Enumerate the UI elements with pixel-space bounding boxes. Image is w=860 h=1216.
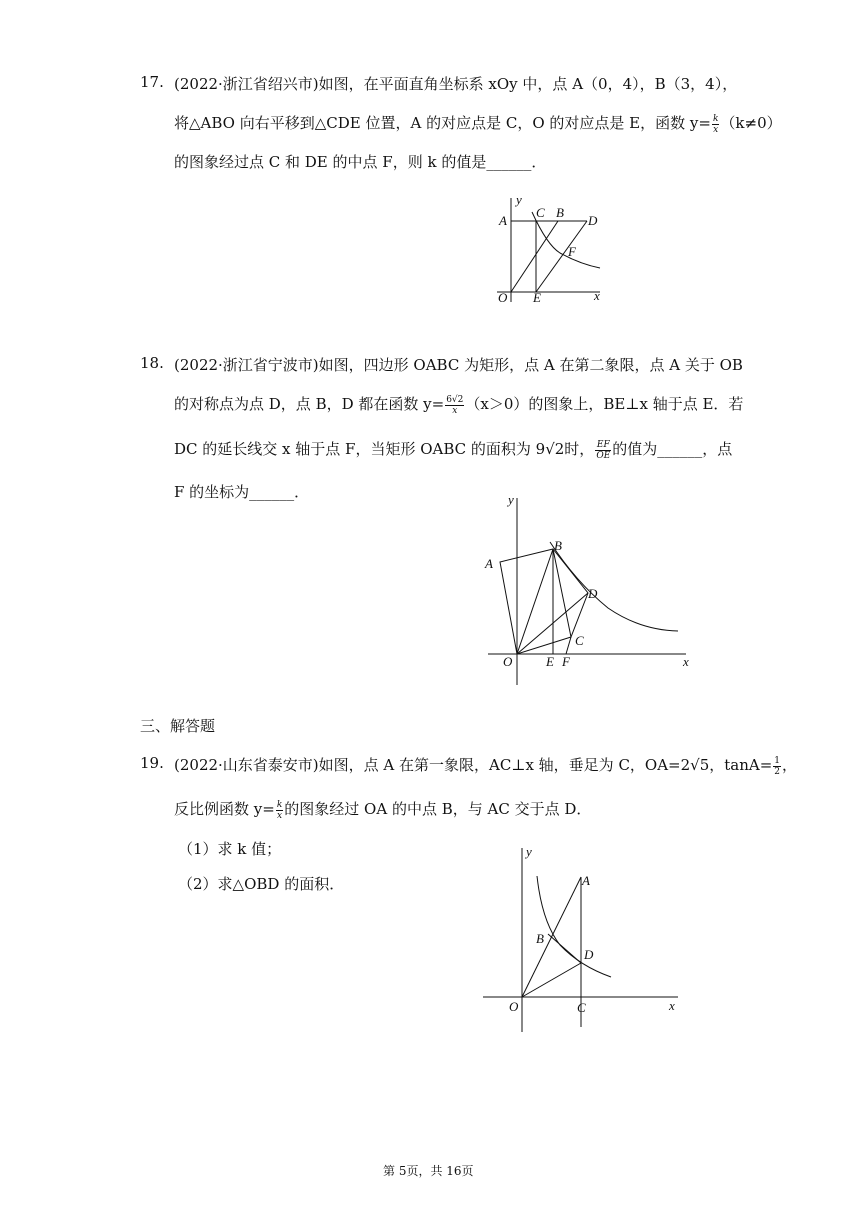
frac-den: OE: [596, 450, 611, 461]
label-O: O: [503, 654, 513, 669]
label-D: D: [584, 947, 594, 962]
q17-line2-text: 将△ABO 向右平移到△CDE 位置，A 的对应点是 C，O 的对应点是 E，函数 y=: [174, 114, 711, 132]
label-x: x: [669, 998, 675, 1013]
q18-line2: [174, 393, 743, 416]
label-O: O: [509, 999, 519, 1014]
q19-figure: [480, 842, 690, 1037]
q19-line1-tail: ，: [782, 756, 798, 774]
line-OB: [511, 221, 558, 292]
q19-line2: [174, 798, 591, 821]
label-A: A: [582, 873, 590, 888]
q18-fraction: [445, 395, 464, 416]
label-C: C: [575, 633, 584, 648]
label-E: E: [546, 654, 554, 669]
section-heading: 三、解答题: [140, 717, 216, 735]
label-B: B: [554, 538, 562, 553]
q17-line3: 的图象经过点 C 和 DE 的中点 F，则 k 的值是______．: [174, 153, 547, 171]
q18-line1: [174, 354, 743, 375]
q18-line3: [174, 438, 732, 461]
frac-num: EF: [596, 439, 610, 450]
q18-line3-tail: 的值为______，点: [612, 440, 733, 458]
q19-source: (2022·山东省泰安市): [174, 756, 319, 774]
label-x: x: [594, 288, 600, 303]
label-O: O: [498, 290, 508, 305]
label-y: y: [526, 844, 532, 859]
q18-line2-tail: （x＞0）的图象上，BE⊥x 轴于点 E．若: [465, 395, 744, 413]
label-x: x: [683, 654, 689, 669]
frac-den: x: [452, 405, 458, 416]
q17-figure: [492, 190, 612, 305]
q19-line1-head: 如图，点 A 在第一象限，AC⊥x 轴，垂足为 C，OA=2√5，tanA=: [318, 756, 773, 774]
q17-number: 17.: [140, 73, 164, 91]
label-D: D: [588, 213, 598, 228]
frac-num: k: [712, 113, 719, 124]
hyperbola: [550, 542, 678, 631]
label-C: C: [536, 205, 545, 220]
q17-line1: [174, 73, 737, 94]
q19-subquestion-1: （1）求 k 值；: [178, 840, 282, 858]
q19-tan-fraction: [773, 756, 781, 777]
label-F: F: [568, 244, 576, 259]
q17-line1-text: 如图，在平面直角坐标系 xOy 中，点 A（0，4），B（3，4），: [318, 75, 738, 93]
q17-source: (2022·浙江省绍兴市): [174, 75, 319, 93]
label-E: E: [533, 290, 541, 305]
q18-ratio: [595, 440, 611, 461]
q17-line2: [174, 112, 782, 135]
q18-line4: F 的坐标为______．: [174, 483, 310, 501]
q19-line1: [174, 754, 797, 777]
label-B: B: [556, 205, 564, 220]
q19-number: 19.: [140, 754, 164, 772]
label-y: y: [516, 192, 522, 207]
q18-line2-head: 的对称点为点 D，点 B，D 都在函数 y=: [174, 395, 445, 413]
label-D: D: [588, 586, 598, 601]
frac-den: x: [713, 124, 719, 135]
q18-line3-head: DC 的延长线交 x 轴于点 F，当矩形 OABC 的面积为 9√2时，: [174, 440, 595, 458]
frac-num: k: [276, 799, 283, 810]
q18-line1-text: 如图，四边形 OABC 为矩形，点 A 在第二象限，点 A 关于 OB: [318, 356, 743, 374]
q19-fraction: [276, 800, 283, 821]
q17-line2-tail: （k≠0）: [720, 114, 782, 132]
label-A: A: [499, 213, 507, 228]
frac-den: x: [277, 810, 283, 821]
frac-den: 2: [774, 766, 781, 777]
label-A: A: [485, 556, 493, 571]
q19-subquestion-2: （2）求△OBD 的面积．: [178, 875, 345, 893]
q18-number: 18.: [140, 354, 164, 372]
q17-fraction: [712, 114, 719, 135]
q19-line2-head: 反比例函数 y=: [174, 800, 275, 818]
page-footer: 第 5页，共 16页: [383, 1164, 474, 1178]
line-ED: [536, 221, 587, 292]
q19-line2-tail: 的图象经过 OA 的中点 B，与 AC 交于点 D．: [284, 800, 592, 818]
q18-source: (2022·浙江省宁波市): [174, 356, 319, 374]
q18-figure: [478, 490, 698, 690]
label-y: y: [508, 492, 514, 507]
label-B: B: [536, 931, 544, 946]
frac-num: 6√2: [446, 394, 464, 405]
frac-num: 1: [774, 755, 781, 766]
label-F: F: [562, 654, 570, 669]
label-C: C: [577, 1000, 586, 1015]
